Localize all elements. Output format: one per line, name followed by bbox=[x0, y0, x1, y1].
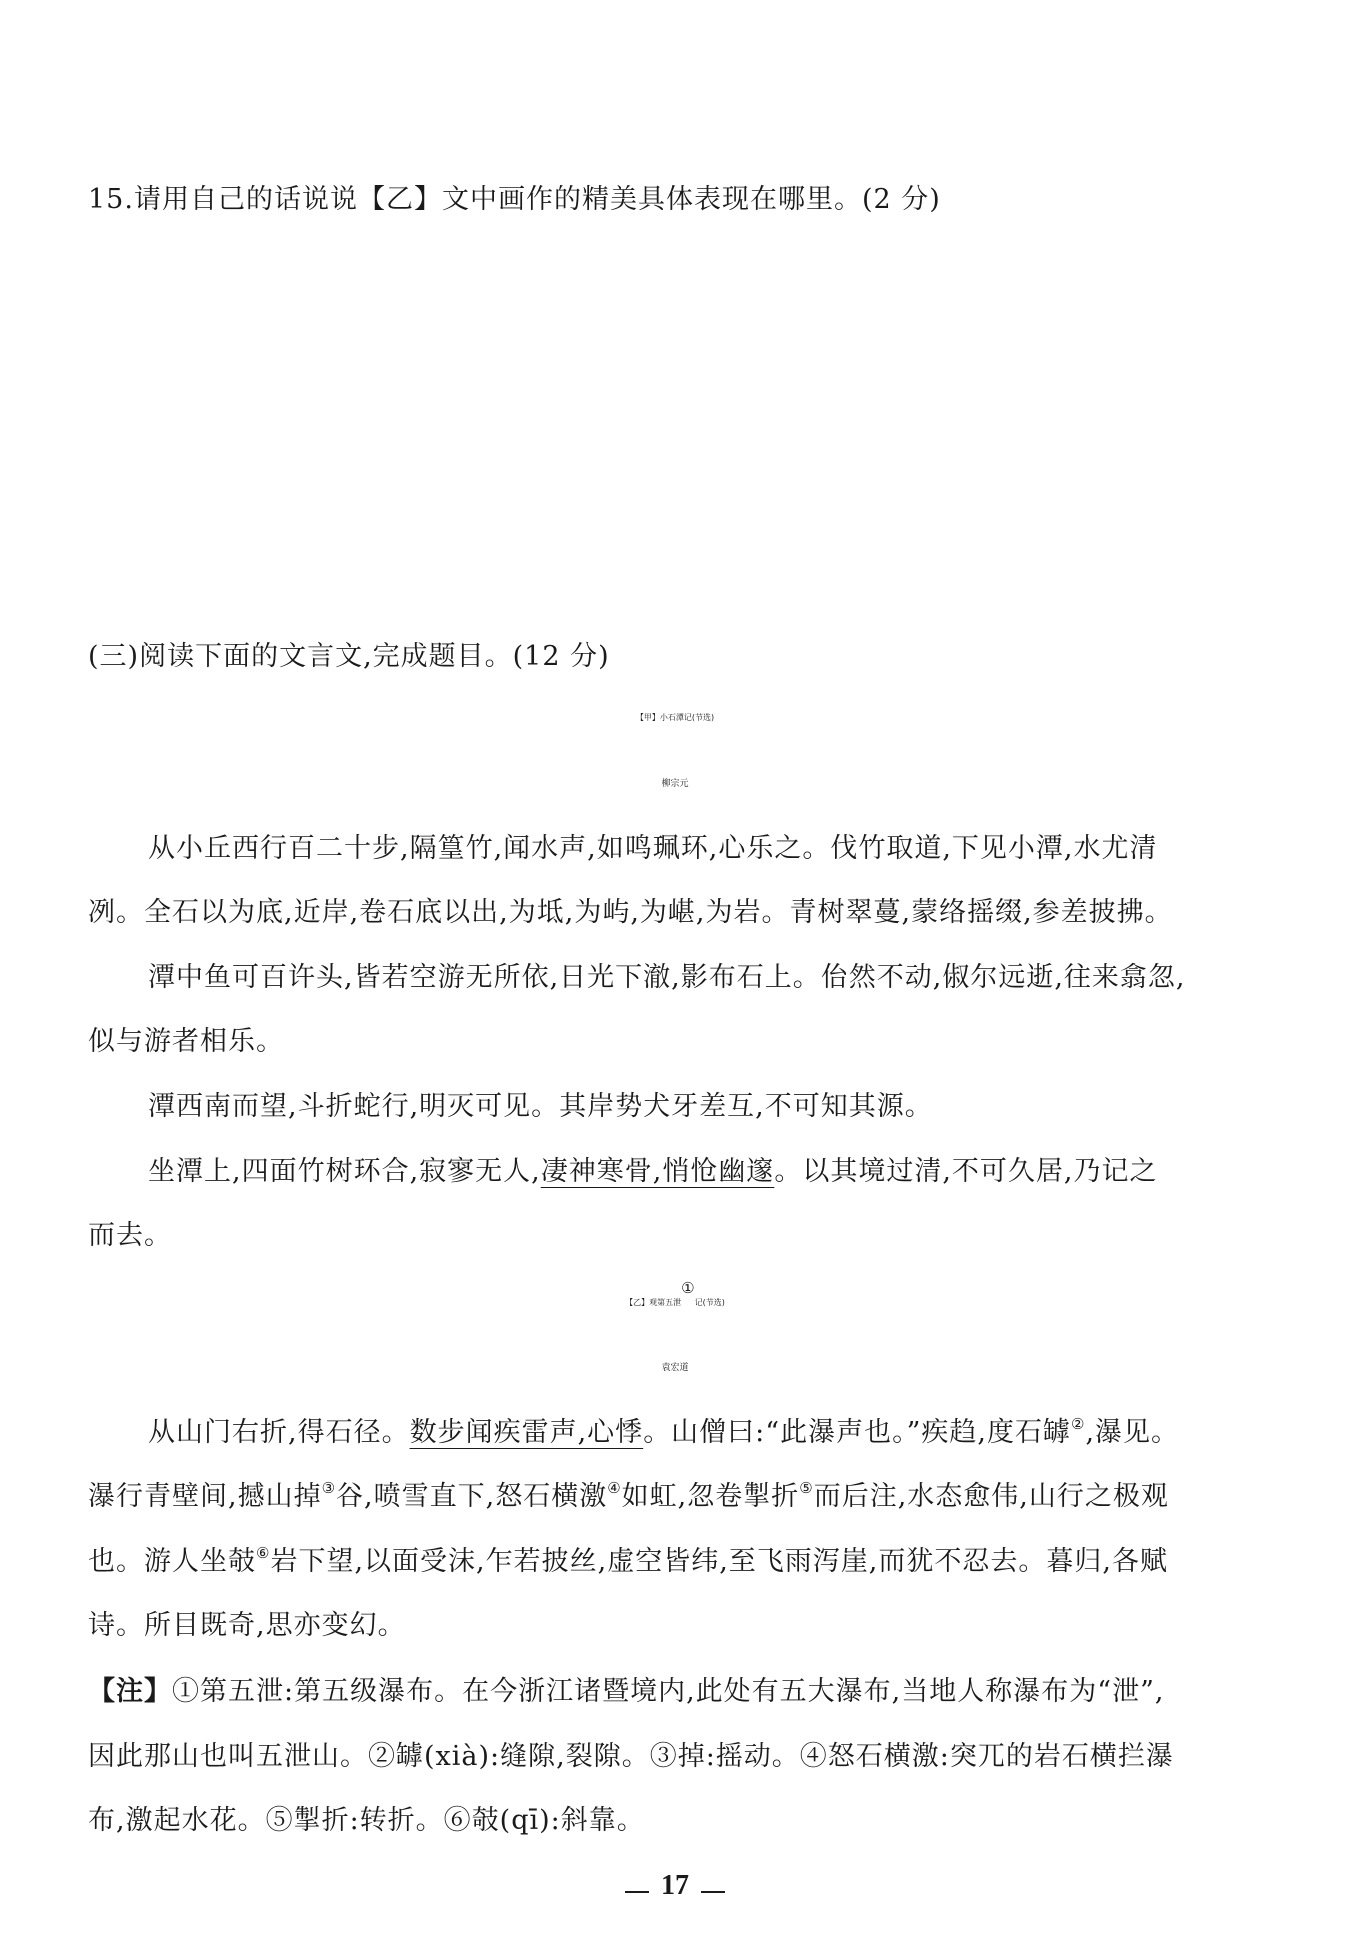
notes-line1 bbox=[88, 1672, 1270, 1712]
yi-text: 而后注,水态愈伟,山行之极观 bbox=[813, 1481, 1169, 1512]
jia-p4-text-end: 。以其境过清,不可久居,乃记之 bbox=[774, 1156, 1158, 1187]
passage-jia-title: 【甲】小石潭记(节选) bbox=[635, 713, 715, 722]
jia-p3-line1: 潭西南而望,斗折蛇行,明灭可见。其岸势犬牙差互,不可知其源。 bbox=[148, 1091, 933, 1122]
footnote-marker: ④ bbox=[607, 1479, 622, 1497]
dash-right bbox=[701, 1891, 725, 1893]
yi-text: 也。游人坐攲 bbox=[88, 1546, 256, 1577]
footnote-marker: ② bbox=[1070, 1415, 1086, 1433]
page-number bbox=[0, 1866, 1350, 1912]
yi-line3 bbox=[88, 1542, 1270, 1582]
jia-underlined-sentence: 凄神寒骨,悄怆幽邃 bbox=[540, 1156, 775, 1187]
yi-text: 岩下望,以面受沫,乍若披丝,虚空皆纬,至飞雨泻崖,而犹不忍去。暮归,各赋 bbox=[270, 1546, 1168, 1577]
passage-yi-author: 袁宏道 bbox=[661, 1363, 689, 1373]
yi-line4: 诗。所目既奇,思亦变幻。 bbox=[88, 1610, 406, 1641]
page-number-text: 17 bbox=[661, 1870, 689, 1901]
yi-text: 瀑行青壁间,撼山掉 bbox=[88, 1481, 322, 1512]
jia-p1-line2: 冽。全石以为底,近岸,卷石底以出,为坻,为屿,为嵁,为岩。青树翠蔓,蒙络摇缀,参差披拂。 bbox=[88, 897, 1173, 928]
jia-p4-text: 坐潭上,四面竹树环合,寂寥无人, bbox=[148, 1156, 541, 1187]
footnote-marker: ⑤ bbox=[799, 1479, 814, 1497]
notes-line3: 布,激起水花。⑤掣折:转折。⑥攲(qī):斜靠。 bbox=[88, 1805, 645, 1836]
yi-underlined-sentence: 数步闻疾雷声,心悸 bbox=[409, 1417, 644, 1448]
yi-text: 从山门右折,得石径。 bbox=[148, 1417, 410, 1448]
yi-line2 bbox=[88, 1477, 1270, 1517]
notes-text: ①第五泄:第五级瀑布。在今浙江诸暨境内,此处有五大瀑布,当地人称瀑布为“泄”, bbox=[172, 1676, 1165, 1707]
passage-jia-author: 柳宗元 bbox=[661, 779, 689, 789]
footnote-marker: ① bbox=[681, 1279, 695, 1297]
jia-p1-line1: 从小丘西行百二十步,隔篁竹,闻水声,如鸣珮环,心乐之。伐竹取道,下见小潭,水尤清 bbox=[148, 833, 1158, 864]
yi-title-text: 【乙】观第五泄 bbox=[625, 1298, 682, 1307]
passage-yi-title bbox=[0, 1279, 1350, 1323]
yi-text: 如虹,忽卷掣折 bbox=[621, 1481, 800, 1512]
yi-text: 。山僧曰:“此瀑声也。”疾趋,度石罅 bbox=[643, 1417, 1071, 1448]
yi-title-suffix: 记(节选) bbox=[694, 1298, 725, 1307]
footnote-marker: ⑥ bbox=[256, 1544, 271, 1562]
question-15: 15.请用自己的话说说【乙】文中画作的精美具体表现在哪里。(2 分) bbox=[88, 184, 941, 215]
notes-label: 【注】 bbox=[88, 1676, 172, 1707]
section-3-heading: (三)阅读下面的文言文,完成题目。(12 分) bbox=[88, 641, 610, 672]
jia-p4-line2: 而去。 bbox=[88, 1220, 172, 1251]
yi-line1 bbox=[148, 1413, 1270, 1453]
yi-text: ,瀑见。 bbox=[1085, 1417, 1180, 1448]
jia-p2-line1: 潭中鱼可百许头,皆若空游无所依,日光下澈,影布石上。佁然不动,俶尔远逝,往来翕忽, bbox=[148, 962, 1186, 993]
jia-p2-line2: 似与游者相乐。 bbox=[88, 1026, 284, 1057]
dash-left bbox=[625, 1891, 649, 1893]
notes-line2: 因此那山也叫五泄山。②罅(xià):缝隙,裂隙。③掉:摇动。④怒石横激:突兀的岩石横拦瀑 bbox=[88, 1741, 1174, 1772]
jia-p4-line1 bbox=[148, 1152, 1270, 1192]
footnote-marker: ③ bbox=[321, 1479, 337, 1497]
yi-text: 谷,喷雪直下,怒石横激 bbox=[336, 1481, 608, 1512]
